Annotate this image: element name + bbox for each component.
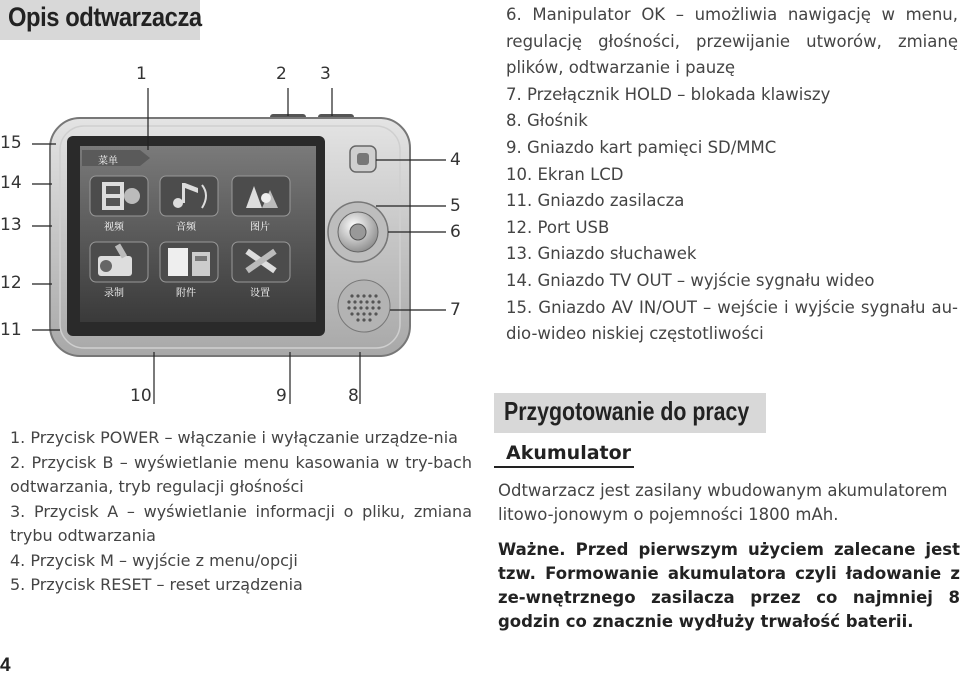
callout-13: 13	[0, 215, 22, 235]
section-title-box	[494, 393, 766, 433]
list-item: 4. Przycisk M – wyjście z menu/opcji	[10, 550, 298, 570]
callout-9: 9	[276, 386, 287, 406]
page-title-box	[0, 0, 200, 40]
screen-header: 菜单	[98, 156, 118, 167]
list-item: 7. Przełącznik HOLD – blokada klawiszy	[506, 84, 831, 104]
component-description-list	[506, 2, 958, 348]
callout-11: 11	[0, 320, 22, 340]
screen-icon-label: 录制	[104, 288, 124, 299]
callout-7: 7	[450, 300, 461, 320]
screen-icon-label: 音频	[176, 222, 196, 233]
list-item: 10. Ekran LCD	[506, 164, 624, 184]
callout-6: 6	[450, 222, 461, 242]
list-item: 11. Gniazdo zasilacza	[506, 191, 685, 211]
callout-8: 8	[348, 386, 359, 406]
callout-5: 5	[450, 196, 461, 216]
callout-10: 10	[130, 386, 152, 406]
speaker-grille	[338, 280, 390, 332]
list-item: 2. Przycisk B – wyświetlanie menu kasowania w try-bach odtwarzania, tryb regulacji głośności	[10, 452, 472, 496]
screen-icon-label: 图片	[250, 222, 270, 233]
list-item: 3. Przycisk A – wyświetlanie informacji o pliku, zmiana trybu odtwarzania	[10, 501, 472, 545]
important-note: Ważne. Przed pierwszym użyciem zalecane jest tzw. Formowanie akumulatora czyli ładowanie z ze-wnętrznego zasilacza przez co najmniej 8 godzin co znacznie wydłuży trwałość baterii.	[498, 540, 960, 631]
callout-4: 4	[450, 150, 461, 170]
button-description-list	[10, 426, 472, 598]
list-item: 13. Gniazdo słuchawek	[506, 244, 697, 264]
screen-icon-label: 视频	[104, 222, 124, 233]
callout-15: 15	[0, 133, 22, 153]
screen-icon-label: 设置	[250, 288, 270, 299]
list-item: 6. Manipulator OK – umożliwia nawigację w menu, regulację głośności, przewijanie utworów, zmianę plików, odtwarzanie i pauzę	[506, 5, 958, 78]
callout-3: 3	[320, 64, 331, 84]
subsection-title: Akumulator	[506, 442, 632, 464]
callout-14: 14	[0, 173, 22, 193]
page-number: 4	[0, 655, 11, 676]
list-item: 1. Przycisk POWER – włączanie i wyłączanie urządze-nia	[10, 428, 458, 447]
callout-12: 12	[0, 273, 22, 293]
section-title: Przygotowanie do pracy	[504, 396, 750, 426]
screen-icon-label: 附件	[176, 288, 196, 299]
subsection-underline	[494, 466, 634, 468]
list-item: 8. Głośnik	[506, 111, 588, 131]
callout-2: 2	[276, 64, 287, 84]
callout-1: 1	[136, 64, 147, 84]
list-item: 15. Gniazdo AV IN/OUT – wejście i wyjście sygnału au-dio-wideo niskiej częstotliwości	[506, 297, 958, 344]
list-item: 9. Gniazdo kart pamięci SD/MMC	[506, 137, 777, 157]
page-title: Opis odtwarzacza	[8, 2, 202, 32]
list-item: 14. Gniazdo TV OUT – wyjście sygnału wideo	[506, 270, 875, 290]
battery-paragraph: Odtwarzacz jest zasilany wbudowanym akumulatorem litowo-jonowym o pojemności 1800 mAh.	[498, 481, 948, 524]
list-item: 12. Port USB	[506, 217, 610, 237]
device-diagram	[0, 40, 480, 410]
list-item: 5. Przycisk RESET – reset urządzenia	[10, 575, 303, 594]
